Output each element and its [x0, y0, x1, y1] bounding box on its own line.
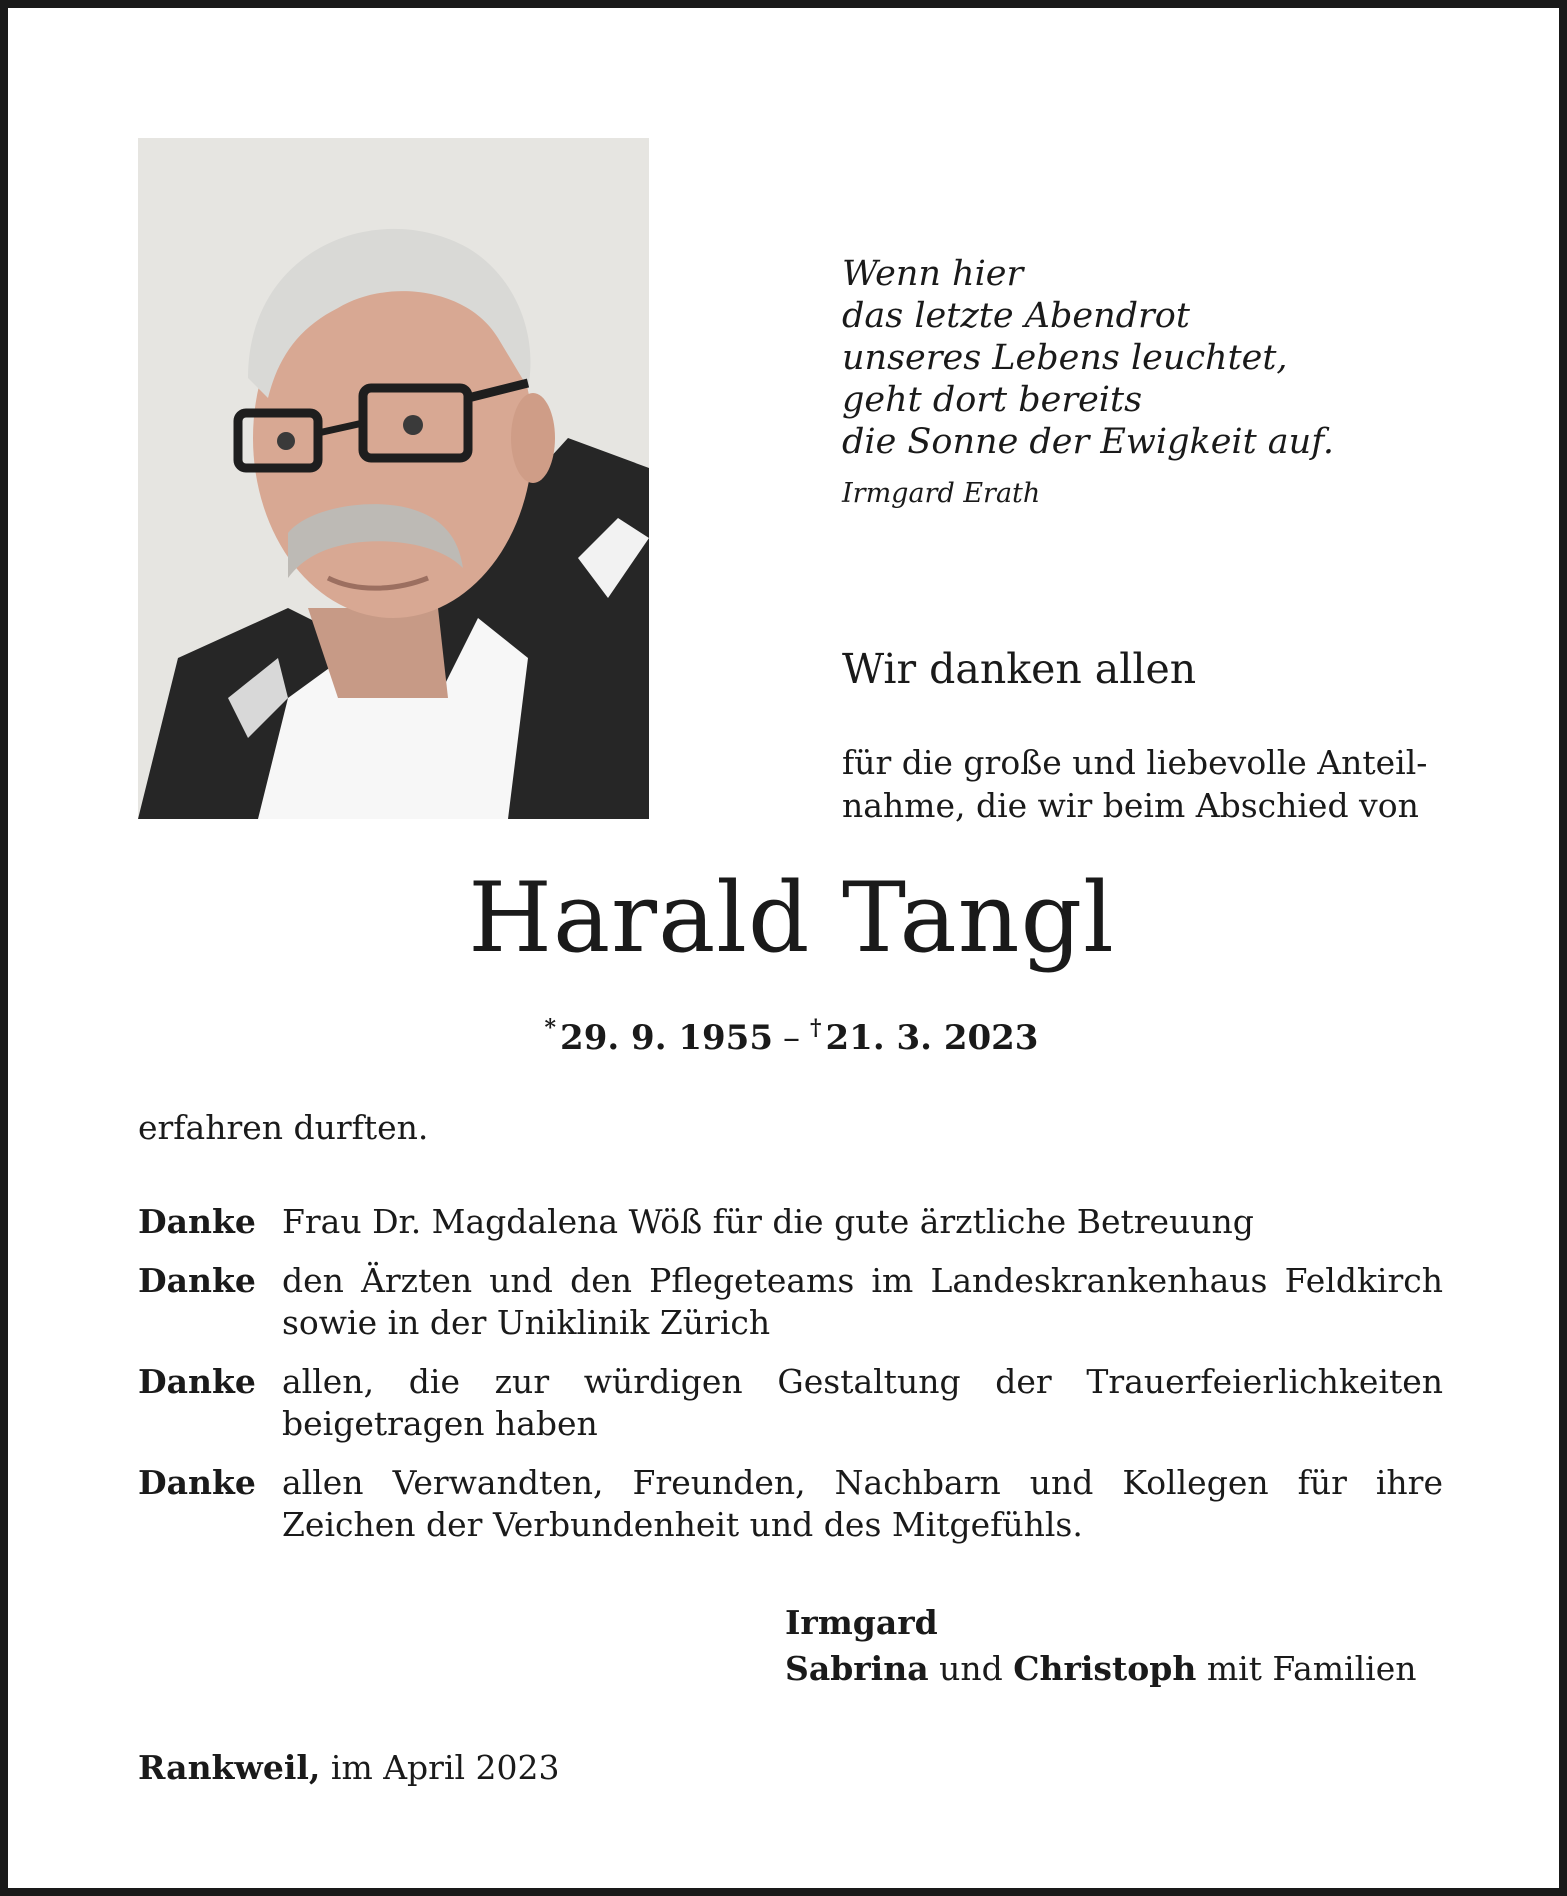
place-date: [138, 1748, 560, 1787]
life-dates: [8, 1015, 1567, 1058]
thanks-heading: Wir danken allen: [842, 645, 1197, 693]
thanks-label: Danke: [138, 1261, 256, 1300]
birth-date: 29. 9. 1955: [560, 1018, 773, 1058]
signature: [785, 1600, 1417, 1692]
thanks-item: [138, 1462, 1443, 1546]
intro-text: [842, 741, 1442, 827]
death-symbol: †: [810, 1015, 822, 1041]
thanks-item: [138, 1260, 1443, 1344]
thanks-line: allen Verwandten, Freunden, Nachbarn und Kollegen für ihre: [282, 1463, 1443, 1502]
thanks-item: [138, 1361, 1443, 1445]
signature-connector: und: [939, 1649, 1003, 1688]
intro-line: für die große und liebevolle Anteil-: [842, 743, 1428, 782]
date-separator: –: [783, 1018, 800, 1058]
death-date: 21. 3. 2023: [825, 1018, 1039, 1058]
thanks-list: [138, 1201, 1443, 1563]
thanks-line: Zeichen der Verbundenheit und des Mitgefühls.: [282, 1505, 1083, 1544]
deceased-name: Harald Tangl: [468, 862, 1115, 974]
birth-symbol: *: [544, 1015, 557, 1041]
place-date-text: im April 2023: [330, 1748, 560, 1787]
intro-line: nahme, die wir beim Abschied von: [842, 786, 1419, 825]
thanks-line: sowie in der Uniklinik Zürich: [282, 1303, 771, 1342]
thanks-item: [138, 1201, 1443, 1243]
poem-line: Wenn hier: [842, 254, 1024, 294]
portrait-photo: [138, 138, 649, 819]
place-town: Rankweil,: [138, 1748, 321, 1787]
thanks-line: den Ärzten und den Pflegeteams im Landeskrankenhaus Feldkirch: [282, 1261, 1443, 1300]
poem-line: die Sonne der Ewigkeit auf.: [842, 422, 1335, 462]
thanks-line: Frau Dr. Magdalena Wöß für die gute ärztliche Betreuung: [282, 1202, 1254, 1241]
signature-suffix: mit Familien: [1206, 1649, 1417, 1688]
thanks-label: Danke: [138, 1362, 256, 1401]
experienced-text: erfahren durften.: [138, 1108, 429, 1147]
poem-line: unseres Lebens leuchtet,: [842, 338, 1288, 378]
signature-name-a: Sabrina: [785, 1649, 929, 1688]
portrait-photo-icon: [138, 138, 649, 819]
thanks-line: beigetragen haben: [282, 1404, 598, 1443]
thanks-label: Danke: [138, 1202, 256, 1241]
poem-line: das letzte Abendrot: [842, 296, 1190, 336]
poem: [842, 253, 1462, 463]
thanks-label: Danke: [138, 1463, 256, 1502]
signature-name-b: Christoph: [1013, 1649, 1197, 1688]
signature-first-name: Irmgard: [785, 1603, 938, 1642]
poem-line: geht dort bereits: [842, 380, 1143, 420]
poem-author: Irmgard Erath: [842, 478, 1041, 509]
thanks-line: allen, die zur würdigen Gestaltung der Trauerfeierlichkeiten: [282, 1362, 1443, 1401]
